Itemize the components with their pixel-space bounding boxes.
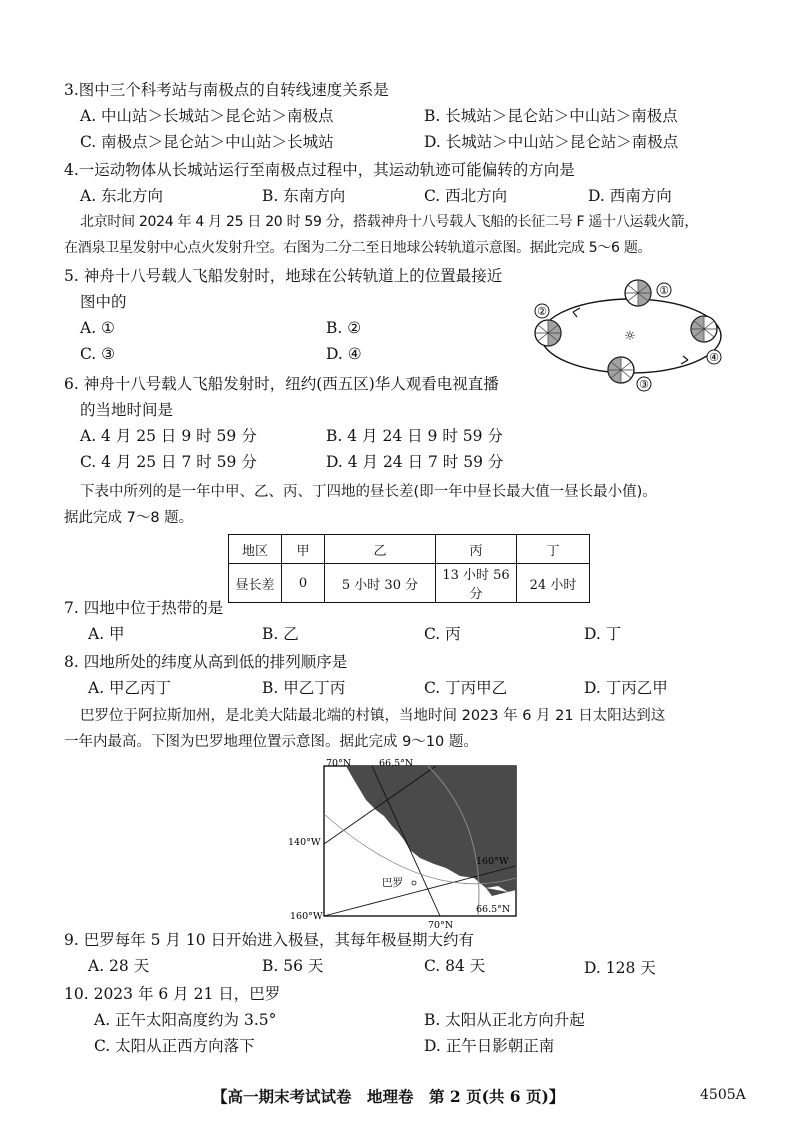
page-footer: 【高一期末考试试卷 地理卷 第 2 页(共 6 页)】 [212,1087,565,1106]
day-length-table [228,534,590,603]
barrow-location-map [286,754,526,930]
q3-option-b: B. 长城站＞昆仑站＞中山站＞南极点 [424,107,678,125]
label-160w-right: 160°W [476,856,509,867]
barrow-point [412,881,416,885]
q3-option-a: A. 中山站＞长城站＞昆仑站＞南极点 [80,107,334,125]
earth-position-2 [535,304,561,346]
q9-option-c: C. 84 天 [424,957,486,975]
q6-stem: 6. 神舟十八号载人飞船发射时，纽约(西五区)华人观看电视直播 [64,375,499,393]
q8-option-b: B. 甲乙丁丙 [262,679,346,697]
q6-option-b: B. 4 月 24 日 9 时 59 分 [326,427,503,445]
label-665n-right: 66.5°N [476,904,511,915]
q5-stem-cont: 图中的 [80,293,127,311]
q10-option-b: B. 太阳从正北方向升起 [424,1011,585,1029]
table-cell: 5 小时 30 分 [325,564,436,603]
q5-option-d: D. ④ [326,345,362,363]
q8-option-d: D. 丁丙乙甲 [584,679,668,697]
q3-option-c: C. 南极点＞昆仑站＞中山站＞长城站 [80,133,334,151]
label-665n-top: 66.5°N [379,758,414,769]
q7-option-d: D. 丁 [584,625,622,643]
label-70n-top: 70°N [326,758,352,769]
q7-option-c: C. 丙 [424,625,461,643]
q4-option-c: C. 西北方向 [424,187,508,205]
table-header-cell: 地区 [229,535,282,564]
table-cell: 24 小时 [517,564,590,603]
sun-icon: ☼ [624,329,636,344]
q10-option-a: A. 正午太阳高度约为 3.5° [94,1011,277,1029]
table-row [229,535,590,564]
q4-stem: 4.一运动物体从长城站运行至南极点过程中，其运动轨迹可能偏转的方向是 [64,161,575,179]
label-140w: 140°W [288,837,321,848]
svg-text:④: ④ [709,351,719,364]
q10-option-c: C. 太阳从正西方向落下 [94,1037,255,1055]
svg-text:②: ② [537,305,547,318]
svg-text:③: ③ [639,378,649,391]
label-barrow: 巴罗 [382,877,403,889]
q6-option-a: A. 4 月 25 日 9 时 59 分 [80,427,257,445]
q5-option-a: A. ① [80,319,115,337]
q7-stem: 7. 四地中位于热带的是 [64,599,224,617]
q9-option-a: A. 28 天 [88,957,150,975]
svg-text:①: ① [659,284,669,297]
q9-option-b: B. 56 天 [262,957,324,975]
table-row [229,564,590,603]
q8-option-a: A. 甲乙丙丁 [88,679,172,697]
table-header-cell: 甲 [282,535,325,564]
q6-option-c: C. 4 月 25 日 7 时 59 分 [80,453,257,471]
intro-7-8-line1: 下表中所列的是一年中甲、乙、丙、丁四地的昼长差(即一年中昼长最大值一昼长最小值)。 [80,484,657,500]
table-cell: 昼长差 [229,564,282,603]
q10-option-d: D. 正午日影朝正南 [424,1037,555,1055]
q4-option-b: B. 东南方向 [262,187,346,205]
q4-option-d: D. 西南方向 [588,187,672,205]
earth-position-3 [608,357,651,391]
orbit-diagram [528,268,738,398]
q5-option-c: C. ③ [80,345,116,363]
q10-stem: 10. 2023 年 6 月 21 日，巴罗 [64,985,281,1003]
q3-option-d: D. 长城站＞中山站＞昆仑站＞南极点 [424,133,679,151]
intro-5-6-line2: 在酒泉卫星发射中心点火发射升空。右图为二分二至日地球公转轨道示意图。据此完成 5～6 题。 [64,240,652,256]
label-70n-bottom: 70°N [428,920,454,930]
q8-option-c: C. 丁丙甲乙 [424,679,508,697]
q9-stem: 9. 巴罗每年 5 月 10 日开始进入极昼，其每年极昼期大约有 [64,931,475,949]
label-160w-bottom: 160°W [290,911,323,922]
q3-stem: 3.图中三个科考站与南极点的自转线速度关系是 [64,81,389,99]
table-header-cell: 丙 [436,535,517,564]
q6-option-d: D. 4 月 24 日 7 时 59 分 [326,453,504,471]
paper-code: 4505A [700,1087,746,1103]
intro-7-8-line2: 据此完成 7～8 题。 [64,510,194,526]
q8-stem: 8. 四地所处的纬度从高到低的排列顺序是 [64,653,348,671]
intro-5-6-line1: 北京时间 2024 年 4 月 25 日 20 时 59 分，搭载神舟十八号载人飞船的长征二号 F 遥十八运载火箭， [80,214,699,230]
table-cell: 0 [282,564,325,603]
intro-9-10-line2: 一年内最高。下图为巴罗地理位置示意图。据此完成 9～10 题。 [64,734,478,750]
q5-option-b: B. ② [326,319,362,337]
table-header-cell: 丁 [517,535,590,564]
q4-option-a: A. 东北方向 [80,187,164,205]
q7-option-a: A. 甲 [88,625,125,643]
q6-stem-cont: 的当地时间是 [80,401,174,419]
q7-option-b: B. 乙 [262,625,299,643]
q5-stem: 5. 神舟十八号载人飞船发射时，地球在公转轨道上的位置最接近 [64,267,503,285]
intro-9-10-line1: 巴罗位于阿拉斯加州，是北美大陆最北端的村镇，当地时间 2023 年 6 月 21 日太阳达到这 [80,708,666,724]
table-cell: 13 小时 56 分 [436,564,517,603]
table-header-cell: 乙 [325,535,436,564]
q9-option-d: D. 128 天 [584,959,656,977]
